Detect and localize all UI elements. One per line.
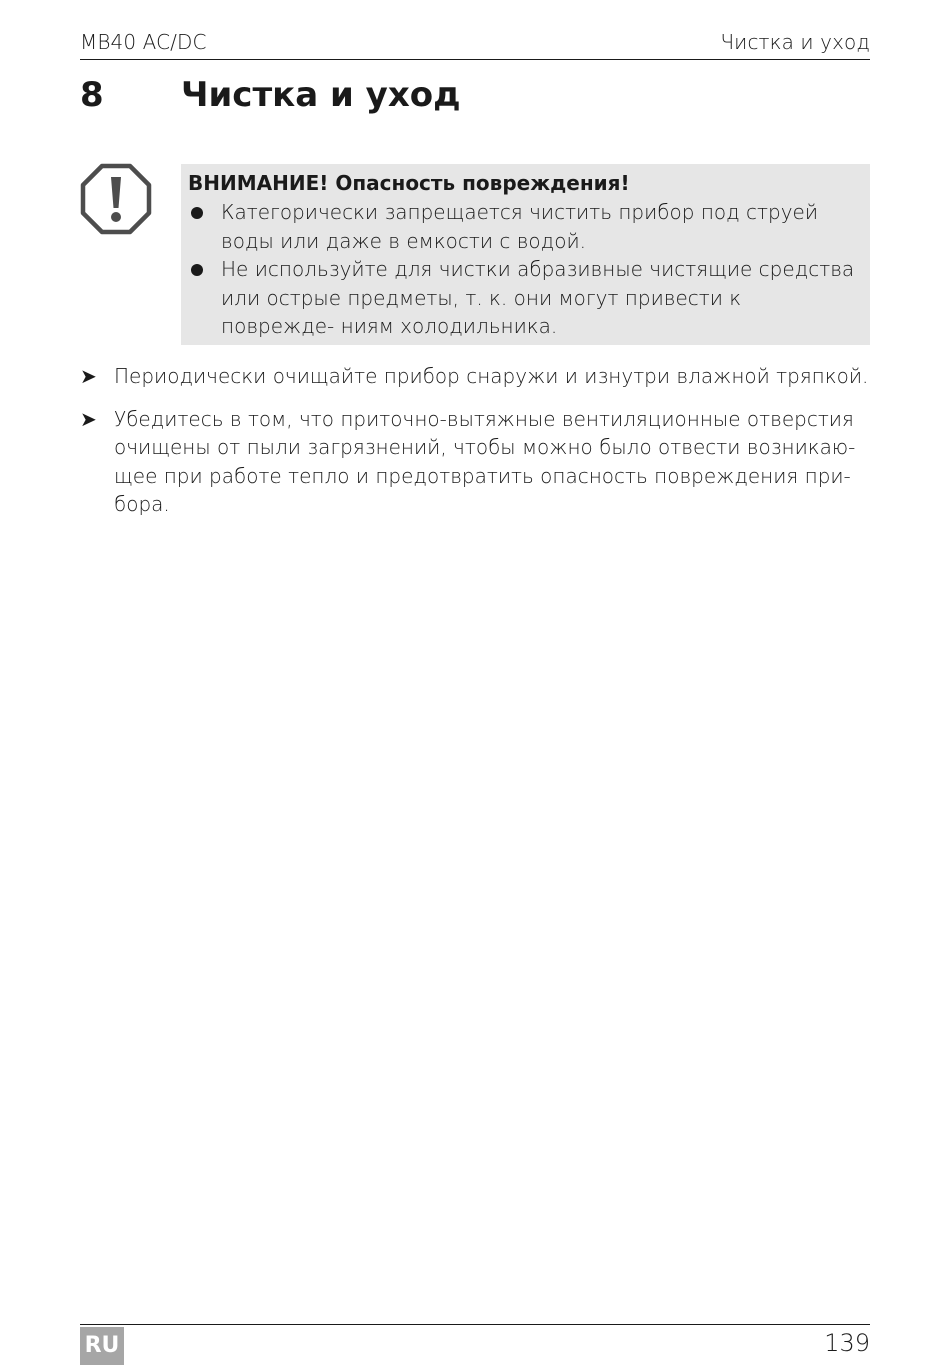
arrow-right-icon: ➤ xyxy=(80,364,97,388)
warning-item xyxy=(188,198,860,255)
instruction-steps xyxy=(80,362,872,533)
chapter-title: Чистка и уход xyxy=(181,75,461,115)
arrow-right-icon: ➤ xyxy=(80,406,97,431)
warning-octagon-exclamation-icon xyxy=(80,163,152,235)
warning-item xyxy=(188,255,860,341)
language-badge: RU xyxy=(80,1327,124,1365)
instruction-step xyxy=(80,362,872,391)
warning-item-text: Категорически запрещается чистить прибор под струей воды или даже в емкости с водой. xyxy=(221,200,819,253)
bullet-icon xyxy=(191,264,203,276)
warning-list xyxy=(188,198,860,341)
page-footer xyxy=(80,1324,870,1358)
bullet-icon xyxy=(191,207,203,219)
instruction-step-text: Убедитесь в том, что приточно-вытяжные вентиляционные отверстия очищены от пыли загрязнений, чтобы можно было отвести возникаю- щее при работе тепло и предотвратить опасность повреждения при- бора. xyxy=(114,406,856,516)
warning-box xyxy=(181,164,870,345)
header-section: Чистка и уход xyxy=(720,30,870,54)
chapter-number: 8 xyxy=(80,75,104,115)
instruction-step-text: Периодически очищайте прибор снаружи и изнутри влажной тряпкой. xyxy=(114,364,869,388)
header-model: MB40 AC/DC xyxy=(80,30,207,54)
warning-item-text: Не используйте для чистки абразивные чистящие средства или острые предметы, т. к. они могут привести к поврежде- ниям холодильника. xyxy=(221,257,855,338)
page-header xyxy=(80,28,870,60)
page-number: 139 xyxy=(824,1329,870,1357)
warning-title: ВНИМАНИЕ! Опасность повреждения! xyxy=(188,171,630,195)
instruction-step xyxy=(80,405,872,519)
